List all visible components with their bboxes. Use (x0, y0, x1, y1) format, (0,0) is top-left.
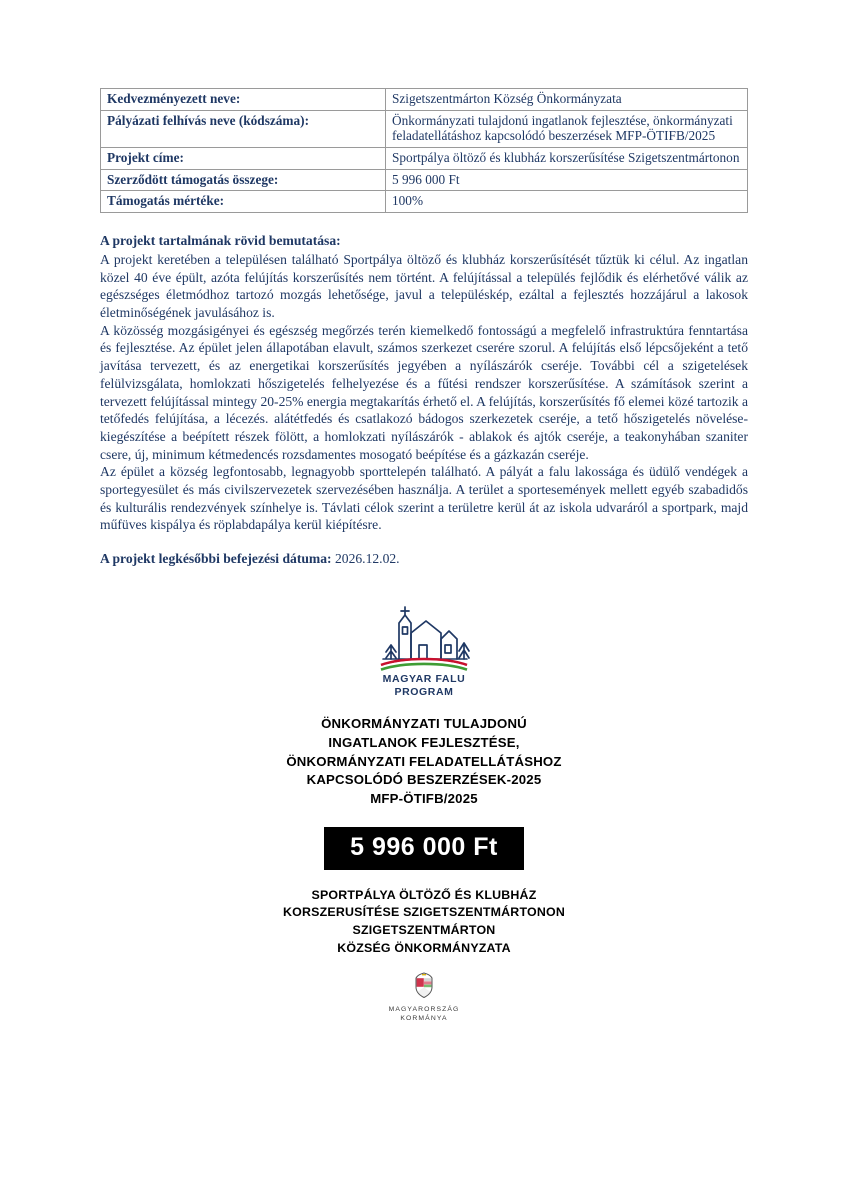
row-label: Támogatás mértéke: (101, 191, 386, 213)
plaque-title-line: INGATLANOK FEJLESZTÉSE, (328, 734, 520, 750)
government-logo-block (100, 971, 748, 1023)
document-content (100, 88, 748, 1024)
table-row (101, 89, 748, 111)
deadline-label: A projekt legkésőbbi befejezési dátuma: (100, 550, 332, 566)
deadline-value: 2026.12.02. (334, 550, 400, 566)
description-paragraph: Az épület a község legfontosabb, legnagyobb sporttelepén található. A pályát a falu lakossága és üdülő vendégek a sportegyesület és más civilszervezetek szervezésében használja. A terület a sportesemények mellett egyéb szabadidős és kulturális rendezvények színhelye is. Távlati célok szerint a területre kerül át az iskola udvaráról a sportpark, majd műfüves kispálya és röplabdapálya kerül kiépítésre. (100, 464, 748, 533)
row-label: Szerződött támogatás összege: (101, 169, 386, 191)
logo-wordmark-line1: MAGYAR FALU (382, 672, 466, 685)
row-label: Kedvezményezett neve: (101, 89, 386, 111)
plaque-block (100, 593, 748, 1024)
row-label: Projekt címe: (101, 148, 386, 170)
table-row (101, 110, 748, 147)
plaque-subtitle-line: KÖZSÉG ÖNKORMÁNYZATA (337, 940, 511, 955)
description-paragraph: A projekt keretében a településen található Sportpálya öltöző és klubház korszerűsítését tűztük ki célul. Az ingatlan közel 40 éve épült, azóta felújítás korszerűsítés nem történt. A felújítással a település fejlődik és elérhetővé válik az egészséges életmódhoz tartozó mozgás lehetősége, javul a településkép, ezáltal a fejlesztés hozzájárul a lakosok életminőségének javulásához is. (100, 252, 748, 321)
amount-badge: 5 996 000 Ft (324, 827, 524, 870)
logo-wordmark-line2: PROGRAM (394, 686, 454, 698)
government-logo-text (100, 1005, 748, 1023)
row-value: Sportpálya öltöző és klubház korszerűsítése Szigetszentmártonon (386, 148, 748, 170)
logo-wordmark (100, 673, 748, 699)
plaque-subtitle-line: KORSZERUSÍTÉSE SZIGETSZENTMÁRTONON (283, 905, 565, 920)
row-value: 100% (386, 191, 748, 213)
table-row (101, 148, 748, 170)
project-info-table (100, 88, 748, 213)
deadline-line (100, 551, 748, 567)
row-value: Önkormányzati tulajdonú ingatlanok fejlesztése, önkormányzati feladatellátáshoz kapcsolódó beszerzések MFP-ÖTIFB/2025 (386, 110, 748, 147)
plaque-subtitle-line: SPORTPÁLYA ÖLTÖZŐ ÉS KLUBHÁZ (311, 887, 537, 902)
government-logo-line2: KORMÁNYA (400, 1015, 448, 1023)
description-heading: A projekt tartalmának rövid bemutatása: (100, 233, 341, 249)
government-logo-line1: MAGYARORSZÁG (388, 1006, 460, 1014)
plaque-title (100, 715, 748, 809)
plaque-title-line: ÖNKORMÁNYZATI FELADATELLÁTÁSHOZ (286, 753, 562, 769)
row-label: Pályázati felhívás neve (kódszáma): (101, 110, 386, 147)
plaque-subtitle-line: SZIGETSZENTMÁRTON (352, 923, 496, 938)
magyar-falu-program-logo (100, 593, 748, 671)
row-value: 5 996 000 Ft (386, 169, 748, 191)
plaque-title-line: MFP-ÖTIFB/2025 (370, 791, 478, 807)
row-value: Szigetszentmárton Község Önkormányzata (386, 89, 748, 111)
table-row (101, 191, 748, 213)
description-paragraph: A közösség mozgásigényei és egészség megőrzés terén kiemelkedő fontosságú a megfelelő infrastruktúra fenntartása és fejlesztése. Az épület jelen állapotában elavult, számos szerkezet cserére szorul. A felújítás első lépcsőjeként a tető javítása tervezett, és az energetikai korszerűsítés jegyében a nyílászárók cseréje. További cél a szigetelések felülvizsgálata, homlokzati hőszigetelés felhelyezése és a fűtési rendszer korszerűsítése. A számítások szerint a tervezett felújítással mintegy 20-25% energia megtakarítás érhető el. A felújítás, korszerűsítés fő elemei közé tartozik a tetőfedés felújítása, a lécezés. alátétfedés és csatlakozó bádogos szerkezetek cseréje, a tető hőszigetelés növelése-kiegészítése a beépített részek fölött, a homlokzati nyílászárók - ablakok és ajtók cseréje, a teakonyhában szaniter csere, új, minimum kétmedencés rozsdamentes mosogató beépítése és a gázkazán cseréje. (100, 322, 748, 462)
plaque-title-line: ÖNKORMÁNYZATI TULAJDONÚ (321, 716, 527, 732)
table-row (101, 169, 748, 191)
plaque-title-line: KAPCSOLÓDÓ BESZERZÉSEK-2025 (306, 772, 542, 788)
hungary-coat-of-arms-icon (413, 986, 435, 1003)
plaque-subtitle (100, 887, 748, 957)
